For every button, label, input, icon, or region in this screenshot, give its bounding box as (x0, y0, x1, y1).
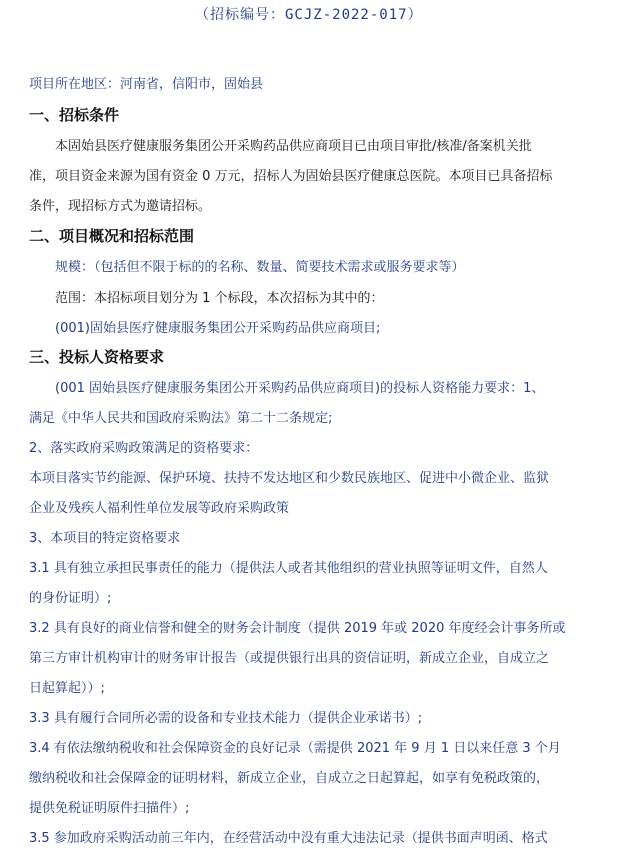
paragraph-line: 日起算起））; (29, 681, 105, 696)
paragraph-line: (001 固始县医疗健康服务集团公开采购药品供应商项目)的投标人资格能力要求：1、 (55, 381, 545, 396)
section-title-qualification: 三、投标人资格要求 (29, 348, 165, 366)
paragraph-line: 准，项目资金来源为国有资金 0 万元，招标人为固始县医疗健康总医院。本项目已具备招标 (29, 169, 553, 184)
paragraph-line: 条件，现招标方式为邀请招标。 (29, 199, 212, 214)
paragraph-line: 提供免税证明原件扫描件）; (29, 801, 190, 816)
paragraph-line: 3、本项目的特定资格要求 (29, 531, 181, 546)
paragraph-line: 企业及残疾人福利性单位发展等政府采购政策 (29, 501, 290, 516)
section-title-bidding-conditions: 一、招标条件 (29, 106, 120, 124)
paragraph-line: 本固始县医疗健康服务集团公开采购药品供应商项目已由项目审批/核准/备案机关批 (55, 139, 532, 154)
paragraph-line: 3.5 参加政府采购活动前三年内，在经营活动中没有重大违法记录（提供书面声明函、格式 (29, 831, 548, 846)
tender-number: （招标编号：GCJZ-2022-017） (195, 7, 423, 23)
paragraph-line: 本项目落实节约能源、保护环境、扶持不发达地区和少数民族地区、促进中小微企业、监狱 (29, 471, 550, 486)
paragraph-line: 的身份证明）; (29, 591, 112, 606)
section-title-project-overview: 二、项目概况和招标范围 (29, 227, 195, 245)
lot-item: (001)固始县医疗健康服务集团公开采购药品供应商项目; (55, 321, 381, 336)
paragraph-line: 3.2 具有良好的商业信誉和健全的财务会计制度（提供 2019 年或 2020 年度经会计事务所或 (29, 621, 566, 636)
project-scale: 规模：（包括但不限于标的的名称、数量、简要技术需求或服务要求等） (55, 260, 465, 275)
project-scope: 范围：本招标项目划分为 1 个标段，本次招标为其中的： (55, 291, 384, 306)
paragraph-line: 3.1 具有独立承担民事责任的能力（提供法人或者其他组织的营业执照等证明文件，自然人 (29, 561, 548, 576)
paragraph-line: 满足《中华人民共和国政府采购法》第二十二条规定; (29, 411, 333, 426)
project-region: 项目所在地区：河南省，信阳市，固始县 (29, 77, 264, 92)
paragraph-line: 3.4 有依法缴纳税收和社会保障资金的良好记录（需提供 2021 年 9 月 1 日以来任意 3 个月 (29, 741, 561, 756)
paragraph-line: 2、落实政府采购政策满足的资格要求： (29, 441, 259, 456)
paragraph-line: 3.3 具有履行合同所必需的设备和专业技术能力（提供企业承诺书）; (29, 711, 423, 726)
paragraph-line: 缴纳税收和社会保障金的证明材料，新成立企业，自成立之日起算起，如享有免税政策的， (29, 771, 550, 786)
paragraph-line: 第三方审计机构审计的财务审计报告（或提供银行出具的资信证明，新成立企业，自成立之 (29, 651, 550, 666)
